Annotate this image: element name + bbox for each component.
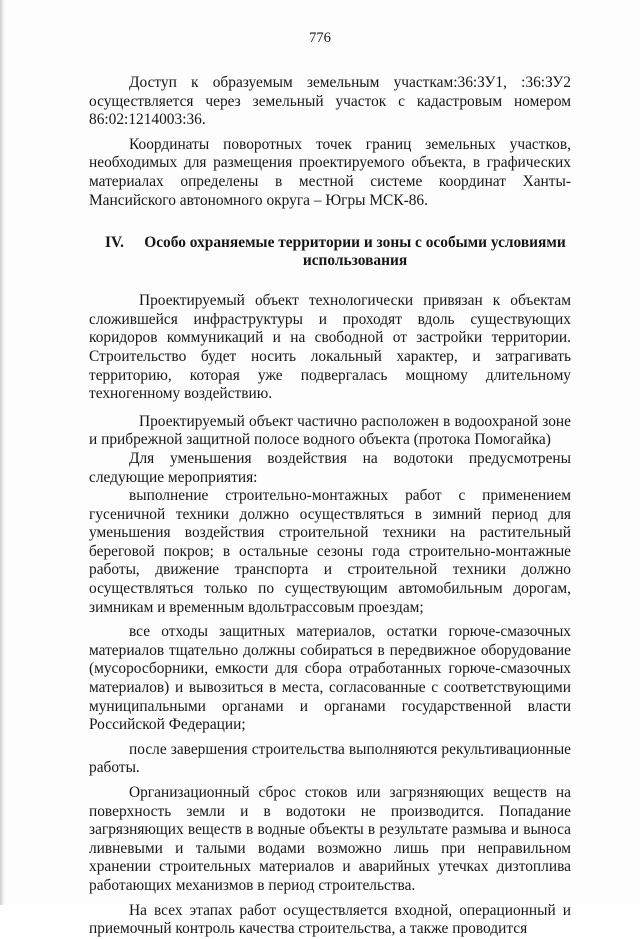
paragraph-discharge: Организационный сброс стоков или загрязняющих веществ на поверхность земли и в водотоки не производится. Попадание загрязняющих веществ в водные объекты в результате размыва и выноса ливневыми и талыми водами возможно лишь при неправильном хранении строительных материалов и аварийных утечках дизтоплива работающих механизмов в период строительства. [89,784,571,894]
list-item-tracked-equipment: выполнение строительно-монтажных работ с применением гусеничной техники должно осуществляться в зимний период для уменьшения воздействия строительной техники на растительный береговой покров; в остальные сезоны года строительно-монтажные работы, движение транспорта и строительной техники должно осуществляться только по существующим автомобильным дорогам, зимникам и временным вдольтрассовым проездам; [89,487,571,616]
paragraph-technological-link: Проектируемый объект технологически привязан к объектам сложившейся инфраструктуры и проходят вдоль существующих коридоров коммуникаций и на свободной от застройки территории. Строительство будет носить локальный характер, и затрагивать территорию, которая уже подвергалась мощному длительному техногенному воздействию. [89,292,571,403]
document-body [89,74,571,939]
paragraph-measures-intro: Для уменьшения воздействия на водотоки предусмотрены следующие мероприятия: [89,449,571,486]
section-title: Особо охраняемые территории и зоны с особыми условиями использования [144,234,566,270]
list-item-waste-collection: все отходы защитных материалов, остатки горюче-смазочных материалов тщательно должны собираться в передвижное оборудование (мусоросборники, емкости для сбора отработанных горюче-смазочных материалов) и вывозиться в места, согласованные с соответствующими муниципальными органами и органами государственной власти Российской Федерации; [89,623,571,734]
scan-edge-shadow [0,0,5,905]
section-number: IV. [105,234,124,252]
paragraph-access: Доступ к образуемым земельным участкам:36:ЗУ1, :36:ЗУ2 осуществляется через земельный участок с кадастровым номером 86:02:1214003:36. [89,74,571,129]
paragraph-coordinates: Координаты поворотных точек границ земельных участков, необходимых для размещения проектируемого объекта, в графических материалах определены в местной системе координат Ханты-Мансийского автономного округа – Югры МСК-86. [89,135,571,209]
paragraph-quality-control: На всех этапах работ осуществляется входной, операционный и приемочный контроль качества строительства, а также проводится [89,901,571,938]
paragraph-water-protection-zone: Проектируемый объект частично расположен в водоохраной зоне и прибрежной защитной полосе водного объекта (протока Помогайка) [89,412,571,449]
section-heading [89,234,571,270]
list-item-recultivation: после завершения строительства выполняются рекультивационные работы. [89,740,571,777]
page-number: 776 [309,30,331,46]
